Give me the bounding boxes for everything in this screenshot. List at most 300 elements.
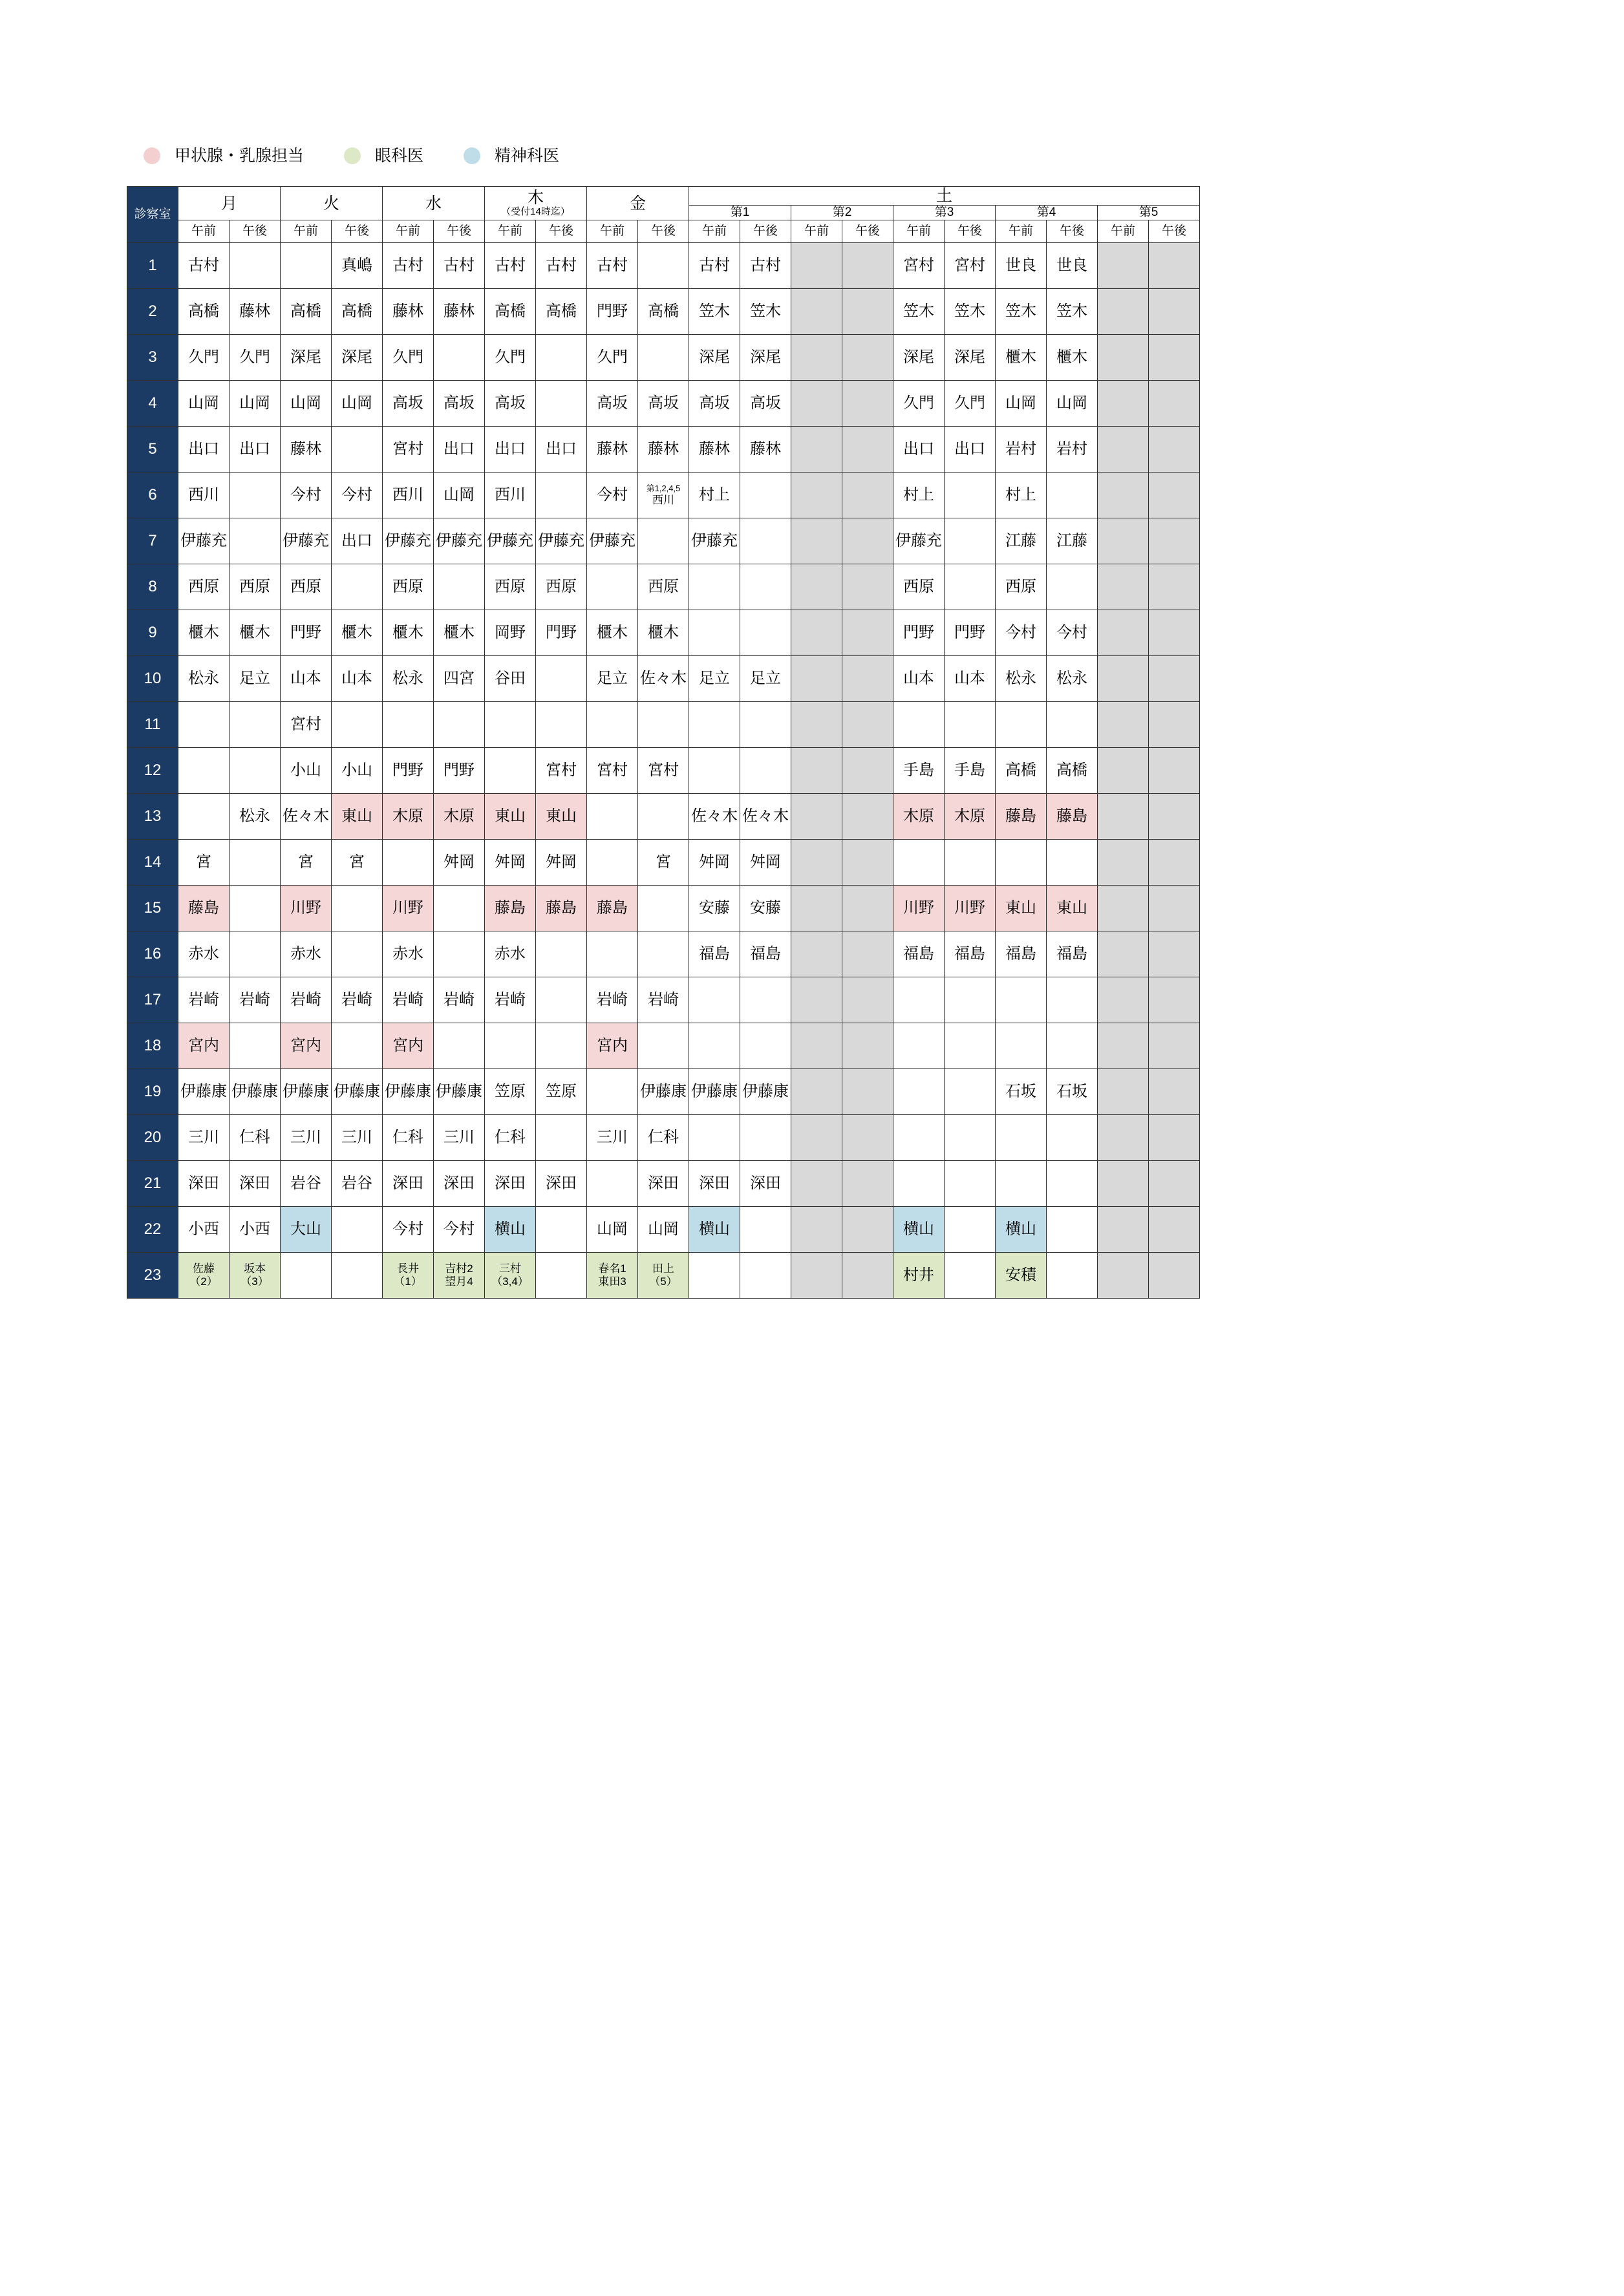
legend-item-psychiatry [464, 147, 559, 164]
schedule-cell [178, 794, 230, 840]
schedule-cell: 藤林 [689, 427, 740, 473]
schedule-cell [1149, 748, 1200, 794]
schedule-cell: 古村 [178, 243, 230, 289]
schedule-cell [1098, 610, 1149, 656]
schedule-cell [996, 977, 1047, 1023]
schedule-cell: 高橋 [281, 289, 332, 335]
schedule-cell: 今村 [1047, 610, 1098, 656]
schedule-cell: 深尾 [893, 335, 945, 381]
schedule-cell: 宮村 [945, 243, 996, 289]
schedule-cell: 門野 [281, 610, 332, 656]
schedule-cell [638, 1023, 689, 1069]
schedule-cell: 宮 [638, 840, 689, 886]
schedule-cell: 伊藤康 [332, 1069, 383, 1115]
sat-week-header-2: 第2 [791, 206, 893, 220]
schedule-cell: 藤島 [587, 886, 638, 931]
schedule-cell: 今村 [383, 1207, 434, 1253]
schedule-cell [945, 1069, 996, 1115]
schedule-cell: 笠木 [945, 289, 996, 335]
half-header-am-16: 午前 [996, 220, 1047, 243]
schedule-cell [791, 610, 842, 656]
schedule-cell: 高坂 [383, 381, 434, 427]
schedule-cell: 岩崎 [230, 977, 281, 1023]
schedule-cell: 村上 [689, 473, 740, 518]
schedule-cell [383, 702, 434, 748]
header-row-halves [127, 220, 1200, 243]
schedule-cell: 藤林 [281, 427, 332, 473]
schedule-cell: 西原 [485, 564, 536, 610]
schedule-cell [791, 335, 842, 381]
half-header-am-18: 午前 [1098, 220, 1149, 243]
schedule-cell: 久門 [893, 381, 945, 427]
schedule-cell: 木原 [383, 794, 434, 840]
schedule-cell [332, 1253, 383, 1299]
schedule-cell [791, 1023, 842, 1069]
schedule-cell: 小西 [230, 1207, 281, 1253]
schedule-cell: 仁科 [230, 1115, 281, 1161]
schedule-cell [434, 1023, 485, 1069]
schedule-cell: 谷田 [485, 656, 536, 702]
schedule-cell: 宮 [281, 840, 332, 886]
table-row [127, 1069, 1200, 1115]
schedule-cell [740, 1207, 791, 1253]
schedule-cell [1047, 1161, 1098, 1207]
day-header-sat: 土 [689, 187, 1200, 206]
schedule-cell: 深田 [230, 1161, 281, 1207]
schedule-cell [1047, 1207, 1098, 1253]
schedule-cell [791, 427, 842, 473]
room-number: 20 [127, 1115, 178, 1161]
room-number: 4 [127, 381, 178, 427]
schedule-cell [740, 1253, 791, 1299]
schedule-cell [996, 702, 1047, 748]
schedule-cell: 古村 [740, 243, 791, 289]
schedule-cell: 門野 [587, 289, 638, 335]
schedule-cell: 松永 [1047, 656, 1098, 702]
table-row [127, 427, 1200, 473]
table-row [127, 931, 1200, 977]
legend-dot-ophthalmology [344, 147, 361, 164]
schedule-cell: 伊藤充 [536, 518, 587, 564]
schedule-cell [1047, 473, 1098, 518]
schedule-cell: 宮村 [281, 702, 332, 748]
schedule-cell [536, 473, 587, 518]
schedule-cell: 櫃木 [230, 610, 281, 656]
schedule-cell [1098, 427, 1149, 473]
schedule-cell: 櫃木 [996, 335, 1047, 381]
schedule-cell: 足立 [740, 656, 791, 702]
schedule-cell: 伊藤康 [689, 1069, 740, 1115]
schedule-cell [536, 1253, 587, 1299]
schedule-cell [689, 702, 740, 748]
schedule-cell: 東山 [536, 794, 587, 840]
schedule-cell: 藤島 [485, 886, 536, 931]
schedule-cell [1098, 931, 1149, 977]
schedule-cell: 藤林 [383, 289, 434, 335]
table-row [127, 656, 1200, 702]
schedule-cell [791, 1207, 842, 1253]
schedule-cell: 真嶋 [332, 243, 383, 289]
schedule-cell: 藤島 [1047, 794, 1098, 840]
schedule-cell [1149, 564, 1200, 610]
schedule-cell [281, 243, 332, 289]
schedule-cell [1098, 702, 1149, 748]
schedule-cell [791, 1161, 842, 1207]
schedule-cell: 山本 [893, 656, 945, 702]
schedule-cell [791, 794, 842, 840]
schedule-cell: 岩崎 [485, 977, 536, 1023]
schedule-cell [842, 1207, 893, 1253]
schedule-cell [945, 1207, 996, 1253]
room-number: 13 [127, 794, 178, 840]
schedule-cell [230, 473, 281, 518]
schedule-cell [791, 289, 842, 335]
schedule-cell: 大山 [281, 1207, 332, 1253]
schedule-cell: 木原 [434, 794, 485, 840]
schedule-cell: 西川 [485, 473, 536, 518]
schedule-cell [230, 748, 281, 794]
schedule-cell [536, 702, 587, 748]
schedule-cell: 今村 [587, 473, 638, 518]
schedule-cell [1149, 1253, 1200, 1299]
schedule-cell: 山岡 [281, 381, 332, 427]
half-header-am-0: 午前 [178, 220, 230, 243]
schedule-cell: 長井 （1） [383, 1253, 434, 1299]
schedule-cell: 西原 [996, 564, 1047, 610]
table-row [127, 243, 1200, 289]
schedule-cell [1098, 977, 1149, 1023]
half-header-am-6: 午前 [485, 220, 536, 243]
schedule-cell [945, 1115, 996, 1161]
schedule-cell: 古村 [434, 243, 485, 289]
schedule-cell: 久門 [178, 335, 230, 381]
schedule-cell [638, 243, 689, 289]
schedule-cell [791, 381, 842, 427]
day-header-1: 火 [281, 187, 383, 220]
schedule-cell: 松永 [230, 794, 281, 840]
schedule-cell: 川野 [893, 886, 945, 931]
room-number: 16 [127, 931, 178, 977]
schedule-cell [791, 518, 842, 564]
schedule-cell: 櫃木 [332, 610, 383, 656]
schedule-cell: 三川 [281, 1115, 332, 1161]
schedule-cell [638, 794, 689, 840]
schedule-cell [1149, 702, 1200, 748]
schedule-cell [996, 1023, 1047, 1069]
schedule-cell: 伊藤充 [587, 518, 638, 564]
schedule-cell: 舛岡 [536, 840, 587, 886]
schedule-cell [332, 427, 383, 473]
schedule-cell: 山本 [281, 656, 332, 702]
schedule-cell [587, 794, 638, 840]
schedule-cell: 宮村 [383, 427, 434, 473]
schedule-cell: 舛岡 [485, 840, 536, 886]
schedule-cell [536, 656, 587, 702]
schedule-cell: 安積 [996, 1253, 1047, 1299]
schedule-cell: 笠木 [996, 289, 1047, 335]
half-header-pm-7: 午後 [536, 220, 587, 243]
schedule-cell [740, 1115, 791, 1161]
schedule-cell: 山岡 [230, 381, 281, 427]
schedule-cell [1098, 1069, 1149, 1115]
schedule-cell: 岩崎 [638, 977, 689, 1023]
table-row [127, 840, 1200, 886]
schedule-cell [893, 1161, 945, 1207]
schedule-cell [842, 656, 893, 702]
schedule-cell: 高橋 [178, 289, 230, 335]
schedule-cell: 深田 [740, 1161, 791, 1207]
table-row [127, 1023, 1200, 1069]
schedule-cell: 三川 [178, 1115, 230, 1161]
schedule-cell: 今村 [996, 610, 1047, 656]
sat-week-header-4: 第4 [996, 206, 1098, 220]
schedule-cell [791, 473, 842, 518]
schedule-cell: 岩崎 [587, 977, 638, 1023]
table-row [127, 977, 1200, 1023]
room-number: 2 [127, 289, 178, 335]
half-header-am-10: 午前 [689, 220, 740, 243]
schedule-cell [893, 840, 945, 886]
half-header-pm-15: 午後 [945, 220, 996, 243]
schedule-cell: 高橋 [996, 748, 1047, 794]
schedule-cell: 久門 [587, 335, 638, 381]
schedule-cell [1047, 977, 1098, 1023]
schedule-cell: 伊藤康 [638, 1069, 689, 1115]
schedule-cell: 宮村 [638, 748, 689, 794]
schedule-cell [842, 427, 893, 473]
schedule-cell: 伊藤康 [178, 1069, 230, 1115]
schedule-cell: 伊藤充 [434, 518, 485, 564]
schedule-cell: 高坂 [689, 381, 740, 427]
schedule-cell [1149, 840, 1200, 886]
schedule-cell: 江藤 [1047, 518, 1098, 564]
schedule-cell [842, 1161, 893, 1207]
schedule-cell [740, 748, 791, 794]
schedule-table [127, 186, 1200, 1299]
schedule-cell: 深尾 [332, 335, 383, 381]
schedule-cell: 岩村 [1047, 427, 1098, 473]
schedule-cell [791, 564, 842, 610]
schedule-cell: 出口 [332, 518, 383, 564]
schedule-cell [332, 1207, 383, 1253]
schedule-cell: 笠木 [740, 289, 791, 335]
legend-label-thyroid-breast: 甲状腺・乳腺担当 [175, 147, 304, 165]
schedule-cell [791, 702, 842, 748]
schedule-cell: 福島 [689, 931, 740, 977]
schedule-cell [842, 702, 893, 748]
schedule-cell: 深田 [178, 1161, 230, 1207]
schedule-cell [842, 335, 893, 381]
schedule-cell: 舛岡 [740, 840, 791, 886]
schedule-cell: 高坂 [740, 381, 791, 427]
room-number: 14 [127, 840, 178, 886]
room-number: 15 [127, 886, 178, 931]
schedule-cell: 伊藤充 [689, 518, 740, 564]
schedule-cell: 東山 [1047, 886, 1098, 931]
table-row [127, 748, 1200, 794]
schedule-cell [1149, 289, 1200, 335]
half-header-am-4: 午前 [383, 220, 434, 243]
schedule-cell: 舛岡 [689, 840, 740, 886]
schedule-cell: 宮 [332, 840, 383, 886]
schedule-cell [740, 473, 791, 518]
schedule-cell: 赤水 [281, 931, 332, 977]
schedule-cell [1098, 381, 1149, 427]
schedule-cell [638, 931, 689, 977]
schedule-cell [1098, 289, 1149, 335]
schedule-cell: 藤島 [178, 886, 230, 931]
schedule-cell [893, 1115, 945, 1161]
schedule-cell [996, 840, 1047, 886]
schedule-cell [1098, 1023, 1149, 1069]
day-header-0: 月 [178, 187, 281, 220]
schedule-cell: 三川 [587, 1115, 638, 1161]
schedule-cell: 世良 [996, 243, 1047, 289]
table-row [127, 886, 1200, 931]
legend-label-psychiatry: 精神科医 [495, 147, 560, 165]
schedule-cell: 今村 [434, 1207, 485, 1253]
schedule-cell [689, 1253, 740, 1299]
schedule-cell [689, 977, 740, 1023]
schedule-cell: 笠木 [1047, 289, 1098, 335]
schedule-cell: 伊藤充 [178, 518, 230, 564]
schedule-cell [485, 748, 536, 794]
schedule-cell [1047, 702, 1098, 748]
schedule-cell [1098, 335, 1149, 381]
legend-dot-psychiatry [464, 147, 480, 164]
schedule-cell: 出口 [230, 427, 281, 473]
schedule-cell [587, 564, 638, 610]
schedule-cell [638, 518, 689, 564]
schedule-cell [587, 931, 638, 977]
schedule-cell [842, 610, 893, 656]
schedule-cell [1149, 1115, 1200, 1161]
schedule-cell [587, 1161, 638, 1207]
schedule-cell: 笠原 [536, 1069, 587, 1115]
schedule-cell: 伊藤充 [281, 518, 332, 564]
schedule-cell: 宮内 [281, 1023, 332, 1069]
schedule-cell: 小山 [281, 748, 332, 794]
schedule-cell [332, 564, 383, 610]
schedule-table-wrap [127, 186, 1200, 1299]
schedule-cell: 深田 [485, 1161, 536, 1207]
schedule-cell [1098, 656, 1149, 702]
schedule-cell [689, 748, 740, 794]
schedule-cell [842, 243, 893, 289]
schedule-cell [791, 1253, 842, 1299]
schedule-cell: 古村 [587, 243, 638, 289]
table-row [127, 610, 1200, 656]
sat-week-header-1: 第1 [689, 206, 791, 220]
schedule-cell: 松永 [996, 656, 1047, 702]
table-row [127, 1115, 1200, 1161]
schedule-cell: 佐々木 [689, 794, 740, 840]
schedule-cell [689, 564, 740, 610]
schedule-cell [281, 1253, 332, 1299]
room-number: 11 [127, 702, 178, 748]
schedule-cell [383, 840, 434, 886]
schedule-cell: 世良 [1047, 243, 1098, 289]
schedule-cell: 宮村 [536, 748, 587, 794]
schedule-cell [945, 473, 996, 518]
schedule-cell [332, 1023, 383, 1069]
schedule-cell: 岩谷 [332, 1161, 383, 1207]
schedule-cell: 出口 [945, 427, 996, 473]
schedule-cell: 笠木 [893, 289, 945, 335]
schedule-cell [689, 1023, 740, 1069]
schedule-cell: 出口 [893, 427, 945, 473]
schedule-cell [1149, 1023, 1200, 1069]
schedule-cell: 伊藤康 [383, 1069, 434, 1115]
schedule-cell [230, 243, 281, 289]
schedule-cell [1149, 518, 1200, 564]
schedule-cell: 伊藤充 [485, 518, 536, 564]
schedule-cell [945, 1253, 996, 1299]
schedule-cell [740, 977, 791, 1023]
schedule-cell: 石坂 [996, 1069, 1047, 1115]
schedule-cell [791, 977, 842, 1023]
schedule-cell [945, 977, 996, 1023]
schedule-cell: 横山 [893, 1207, 945, 1253]
schedule-cell [434, 886, 485, 931]
half-header-pm-1: 午後 [230, 220, 281, 243]
schedule-cell [230, 518, 281, 564]
schedule-cell [1098, 564, 1149, 610]
schedule-cell [178, 748, 230, 794]
schedule-cell: 深田 [434, 1161, 485, 1207]
schedule-cell [1098, 518, 1149, 564]
schedule-cell: 古村 [485, 243, 536, 289]
room-number: 12 [127, 748, 178, 794]
schedule-cell [536, 1115, 587, 1161]
schedule-cell [1149, 381, 1200, 427]
schedule-cell: 櫃木 [178, 610, 230, 656]
schedule-cell: 三村 （3,4） [485, 1253, 536, 1299]
schedule-cell: 吉村2 望月4 [434, 1253, 485, 1299]
schedule-cell [230, 886, 281, 931]
schedule-cell [1098, 1115, 1149, 1161]
day-header-3: 木 （受付14時迄） [485, 187, 587, 220]
schedule-cell: 福島 [996, 931, 1047, 977]
half-header-pm-5: 午後 [434, 220, 485, 243]
schedule-cell [945, 840, 996, 886]
schedule-cell [638, 702, 689, 748]
table-body [127, 243, 1200, 1299]
schedule-cell: 東山 [332, 794, 383, 840]
sat-week-header-5: 第5 [1098, 206, 1200, 220]
schedule-cell: 手島 [945, 748, 996, 794]
schedule-cell: 岩崎 [178, 977, 230, 1023]
schedule-cell [1098, 1161, 1149, 1207]
schedule-cell: 深尾 [740, 335, 791, 381]
schedule-cell [842, 977, 893, 1023]
schedule-cell [842, 1023, 893, 1069]
schedule-cell: 深田 [689, 1161, 740, 1207]
schedule-cell: 足立 [587, 656, 638, 702]
legend [144, 147, 599, 164]
schedule-cell: 岩村 [996, 427, 1047, 473]
schedule-cell: 宮内 [178, 1023, 230, 1069]
room-number: 10 [127, 656, 178, 702]
schedule-cell: 横山 [485, 1207, 536, 1253]
schedule-cell [1149, 1161, 1200, 1207]
schedule-cell [638, 886, 689, 931]
half-header-pm-9: 午後 [638, 220, 689, 243]
schedule-cell [842, 381, 893, 427]
schedule-cell [1047, 1115, 1098, 1161]
schedule-cell: 藤林 [740, 427, 791, 473]
schedule-cell: 川野 [945, 886, 996, 931]
